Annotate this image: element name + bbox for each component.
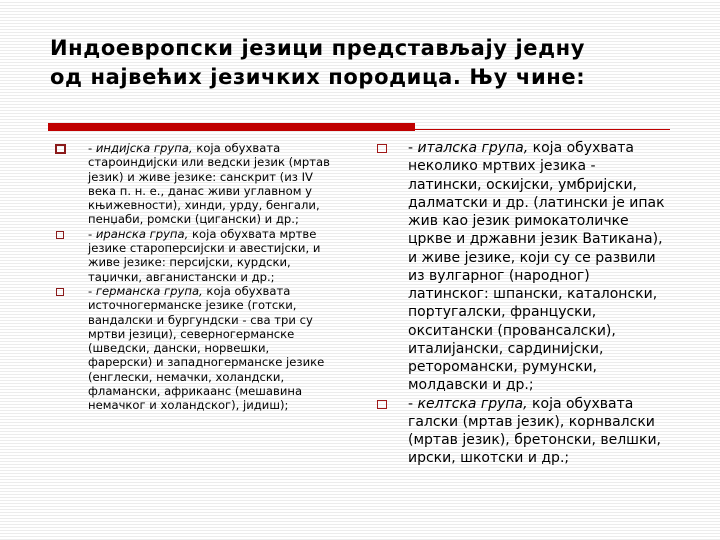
title-line: Индоевропски језици представљају једну xyxy=(50,36,586,60)
item-prefix: - xyxy=(408,395,418,412)
item-prefix: - xyxy=(88,226,96,241)
item-line: фарерски) и западногерманске језике xyxy=(88,355,325,370)
square-bullet-icon xyxy=(56,231,64,239)
item-line: века п. н. е., данас живи углавном у xyxy=(88,183,313,198)
item-line: италијански, сардинијски, xyxy=(408,340,604,357)
item-line: немачког и холандског), јидиш); xyxy=(88,398,289,413)
item-line xyxy=(408,139,665,157)
item-line: (мртав језик), бретонски, велшки, xyxy=(408,432,661,448)
slide-title xyxy=(50,34,585,92)
accent-rule xyxy=(415,129,670,130)
left-column xyxy=(88,141,330,413)
item-line: језик) и живе језике: санскрит (из IV xyxy=(88,169,313,184)
item-line: реторомански, румунски, xyxy=(408,359,597,375)
item-line: језике староперсијски и авестијски, и xyxy=(88,241,321,256)
item-text: која обухвата xyxy=(192,141,281,155)
item-line: таџички, авганистански и др.; xyxy=(88,269,275,284)
item-line: фламански, африкаанс (мешавина xyxy=(88,384,303,399)
group-name: келтска група, xyxy=(417,395,528,412)
square-bullet-icon xyxy=(377,144,387,153)
bullet-item xyxy=(88,141,330,227)
item-line: староиндијски или ведски језик (мртав xyxy=(88,155,330,170)
item-line: неколико мртвих језика - xyxy=(408,158,596,175)
item-text: која обухвата xyxy=(527,395,634,412)
item-prefix: - xyxy=(88,141,96,155)
group-name: германска група, xyxy=(95,283,203,298)
item-line: латинског: шпански, каталонски, xyxy=(408,286,658,302)
bullet-item xyxy=(408,395,665,468)
item-line: (шведски, дански, норвешки, xyxy=(88,341,270,356)
item-line xyxy=(88,284,330,298)
item-prefix: - xyxy=(408,140,418,156)
accent-bar xyxy=(48,123,415,131)
right-column xyxy=(408,139,665,468)
group-name: италска група, xyxy=(417,140,529,156)
item-line: далматски и др. (латински је ипак xyxy=(408,194,665,211)
square-bullet-icon xyxy=(55,144,66,154)
item-text: која обухвата xyxy=(528,140,634,156)
item-line: живе језике: персијски, курдски, xyxy=(88,255,291,270)
item-line: источногерманске језике (готски, xyxy=(88,298,297,313)
item-line: галски (мртав језик), корнвалски xyxy=(408,413,655,430)
item-line: окситански (провансалски), xyxy=(408,322,616,339)
item-prefix: - xyxy=(88,283,96,298)
item-line: латински, оскијски, умбријски, xyxy=(408,176,638,193)
item-line: књижевности), хинди, урду, бенгали, xyxy=(88,198,320,213)
item-line xyxy=(408,395,665,413)
item-line xyxy=(88,227,330,241)
item-text: која обухвата xyxy=(202,283,291,298)
item-line: ирски, шкотски и др.; xyxy=(408,450,570,467)
item-line: и живе језике, који су се развили xyxy=(408,249,656,266)
square-bullet-icon xyxy=(377,400,387,409)
item-line: цркве и државни језик Ватикана), xyxy=(408,231,663,248)
item-line: молдавски и др.; xyxy=(408,377,534,394)
item-line: пенџаби, ромски (цигански) и др.; xyxy=(88,212,299,227)
item-line: (енглески, немачки, холандски, xyxy=(88,369,285,384)
title-line: од највећих језичких породица. Њу чине: xyxy=(50,65,586,89)
bullet-item xyxy=(88,284,330,413)
item-line: из вулгарног (народног) xyxy=(408,267,590,284)
square-bullet-icon xyxy=(56,288,64,296)
item-line: мртви језици), северногерманске xyxy=(88,326,295,341)
bullet-item xyxy=(88,227,330,284)
item-text: која обухвата мртве xyxy=(188,226,317,241)
item-line: жив као језик римокатоличке xyxy=(408,213,629,229)
group-name: индијска група, xyxy=(95,141,193,155)
bullet-item xyxy=(408,139,665,395)
item-line: португалски, француски, xyxy=(408,304,597,321)
item-line xyxy=(88,141,330,155)
group-name: иранска група, xyxy=(95,226,189,241)
item-line: вандалски и бургундски - сва три су xyxy=(88,312,313,327)
